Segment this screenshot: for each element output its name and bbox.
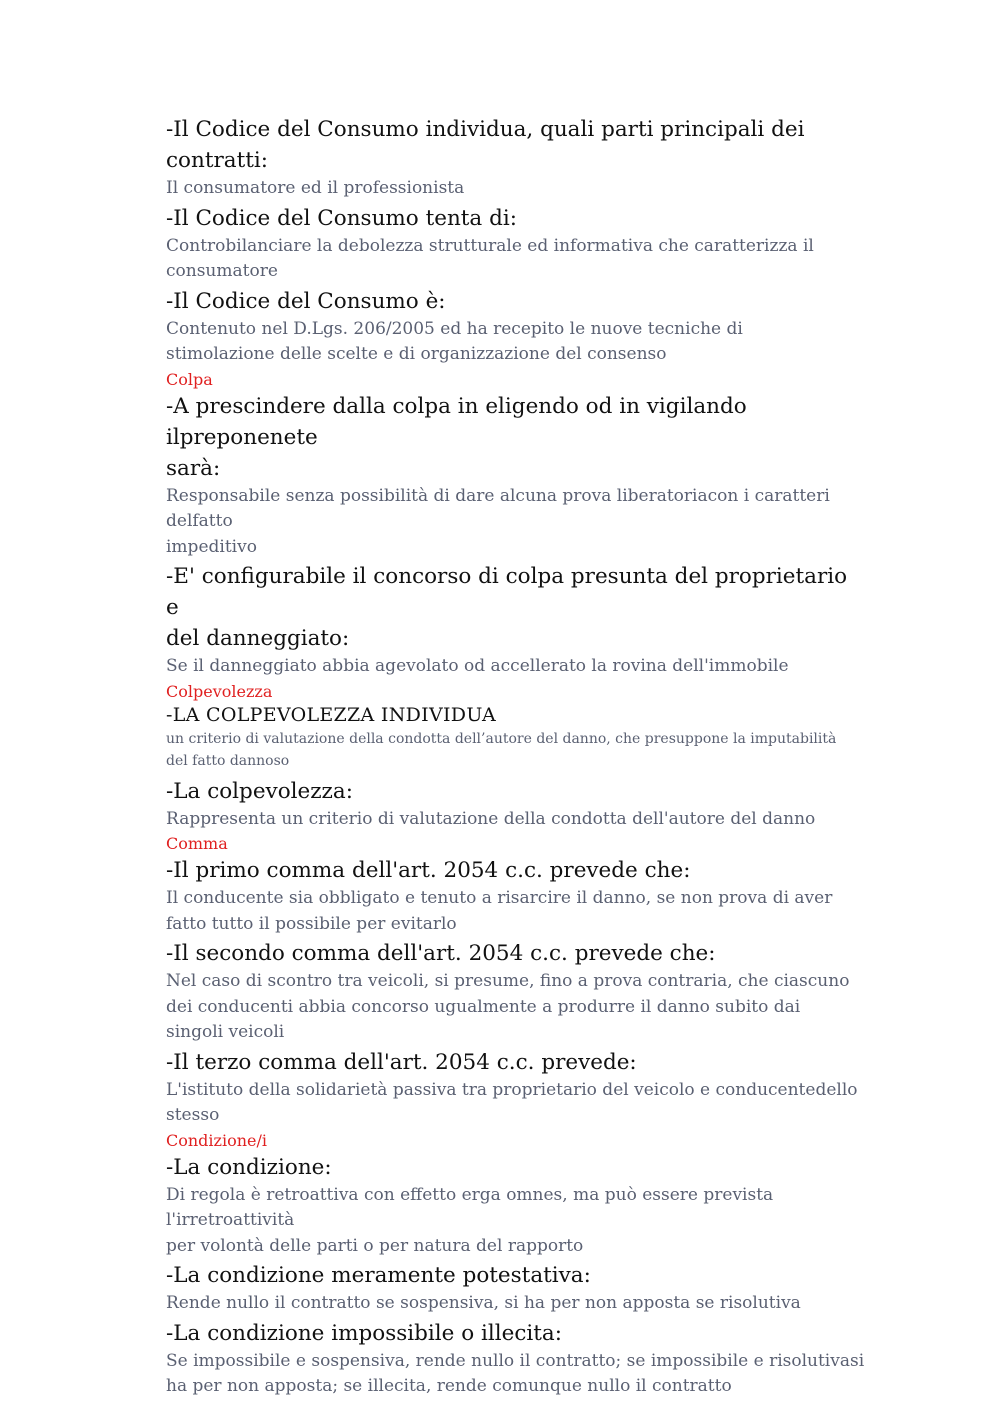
answer-text: L'istituto della solidarietà passiva tra proprietario del veicolo e conducentedello stesso: [166, 1079, 858, 1125]
answer-text: Di regola è retroattiva con effetto erga omnes, ma può essere prevista l'irretroattività per volontà delle parti o per natura del rapporto: [166, 1184, 774, 1256]
question-text: -Il Codice del Consumo individua, quali parti principali dei contratti:: [166, 117, 805, 173]
answer-text: Responsabile senza possibilità di dare alcuna prova liberatoriacon i caratteri delfatto impeditivo: [166, 485, 830, 557]
question-text: -La condizione impossibile o illecita:: [166, 1320, 562, 1346]
answer-text: Rende nullo il contratto se sospensiva, si ha per non apposta se risolutiva: [166, 1293, 801, 1313]
answer-text: Rappresenta un criterio di valutazione della condotta dell'autore del danno: [166, 808, 816, 829]
answer-text: Il conducente sia obbligato e tenuto a risarcire il danno, se non prova di aver fatto tutto il possibile per evitarlo: [166, 888, 833, 934]
document-content: [166, 114, 866, 1401]
section-heading: Condizione/i: [166, 1130, 267, 1150]
section-heading: Colpevolezza: [166, 681, 273, 701]
question-text: -A prescindere dalla colpa in eligendo od in vigilando ilpreponenete sarà:: [166, 393, 747, 481]
question-text: -Il primo comma dell'art. 2054 c.c. prevede che:: [166, 858, 691, 883]
answer-text: Controbilanciare la debolezza strutturale ed informativa che caratterizza il consumatore: [166, 235, 814, 281]
section-heading: Comma: [166, 834, 228, 853]
question-text: -Il secondo comma dell'art. 2054 c.c. prevede che:: [166, 941, 716, 966]
question-text: -LA COLPEVOLEZZA INDIVIDUA: [166, 703, 497, 726]
question-text: -E' configurabile il concorso di colpa presunta del proprietario e del danneggiato:: [166, 564, 848, 651]
answer-text: un criterio di valutazione della condotta dell’autore del danno, che presuppone la imputabilità del fatto dannoso: [166, 730, 837, 769]
question-text: -Il Codice del Consumo è:: [166, 288, 446, 314]
answer-text: Il consumatore ed il professionista: [166, 178, 465, 198]
question-text: -La colpevolezza:: [166, 778, 353, 804]
answer-text: Se il danneggiato abbia agevolato od accellerato la rovina dell'immobile: [166, 656, 789, 676]
answer-text: Contenuto nel D.Lgs. 206/2005 ed ha recepito le nuove tecniche di stimolazione delle scelte e di organizzazione del consenso: [166, 318, 743, 364]
question-text: -La condizione meramente potestativa:: [166, 1263, 591, 1288]
answer-text: Se impossibile e sospensiva, rende nullo il contratto; se impossibile e risolutivasi ha per non apposta; se illecita, rende comunque nullo il contratto: [166, 1350, 865, 1396]
question-text: -Il terzo comma dell'art. 2054 c.c. prevede:: [166, 1049, 637, 1075]
question-text: -Il Codice del Consumo tenta di:: [166, 205, 517, 231]
question-text: -La condizione:: [166, 1154, 332, 1180]
section-heading: Colpa: [166, 369, 213, 389]
answer-text: Nel caso di scontro tra veicoli, si presume, fino a prova contraria, che ciascuno dei conducenti abbia concorso ugualmente a produrre il danno subito dai singoli veicoli: [166, 971, 850, 1042]
